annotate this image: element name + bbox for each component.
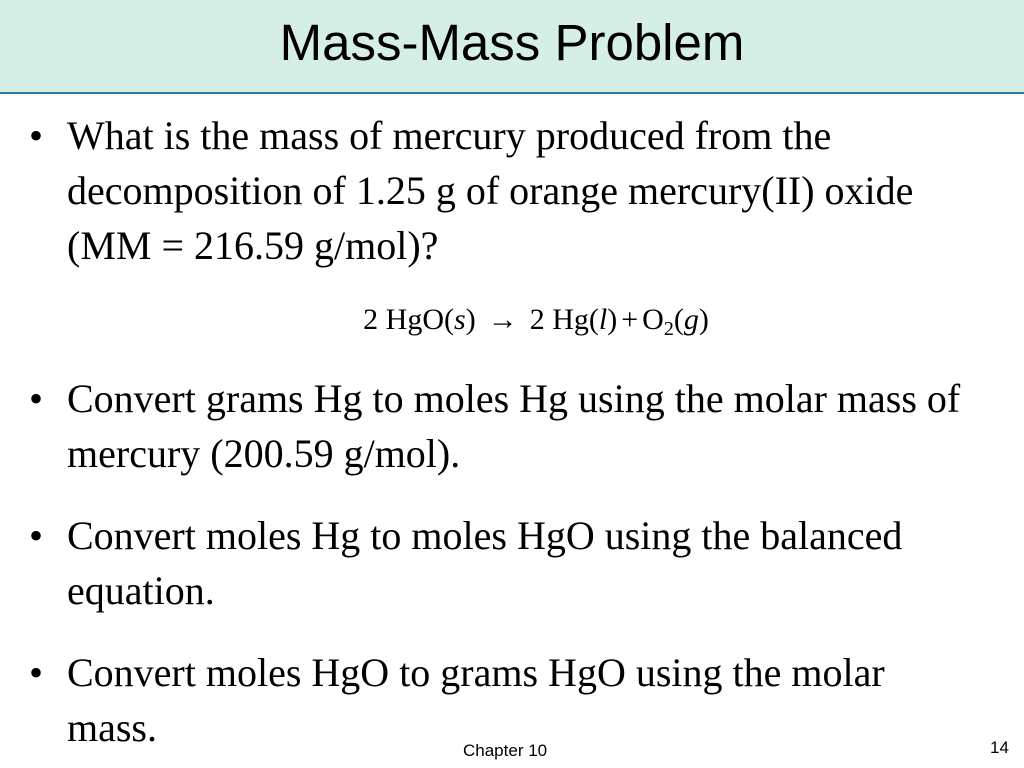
slide-title: Mass-Mass Problem [279, 14, 745, 71]
reactant-coefficient: 2 [363, 303, 379, 336]
footer-chapter: Chapter 10 [463, 741, 548, 760]
product1-coefficient: 2 [529, 303, 545, 336]
bullet-step-2: • Convert moles Hg to moles HgO using the balanced equation. [67, 508, 967, 618]
product1-state: l [598, 303, 608, 336]
reaction-arrow: → [487, 303, 518, 336]
reactant-state: s [454, 303, 466, 336]
bullet-question: • What is the mass of mercury produced from the decomposition of 1.25 g of orange mercury(II) oxide (MM = 216.59 g/mol)? [67, 108, 967, 273]
chemical-equation: 2 HgO(s) → 2 $Hg(l) + O_2(g)$ [0, 300, 1024, 340]
product1-formula: Hg [552, 303, 589, 336]
title-bar [0, 0, 1024, 94]
product2-state: g [683, 303, 699, 336]
product2-formula: O [642, 303, 664, 336]
plus-sign: + [621, 303, 639, 336]
bullet-step-1: • Convert grams Hg to moles Hg using the molar mass of mercury (200.59 g/mol). [67, 371, 967, 481]
bullet-step-3: • Convert moles HgO to grams HgO using the molar mass. [67, 645, 967, 755]
reactant-formula: HgO [385, 303, 445, 336]
page-number: 14 [990, 738, 1009, 757]
product2-subscript: 2 [663, 318, 674, 340]
